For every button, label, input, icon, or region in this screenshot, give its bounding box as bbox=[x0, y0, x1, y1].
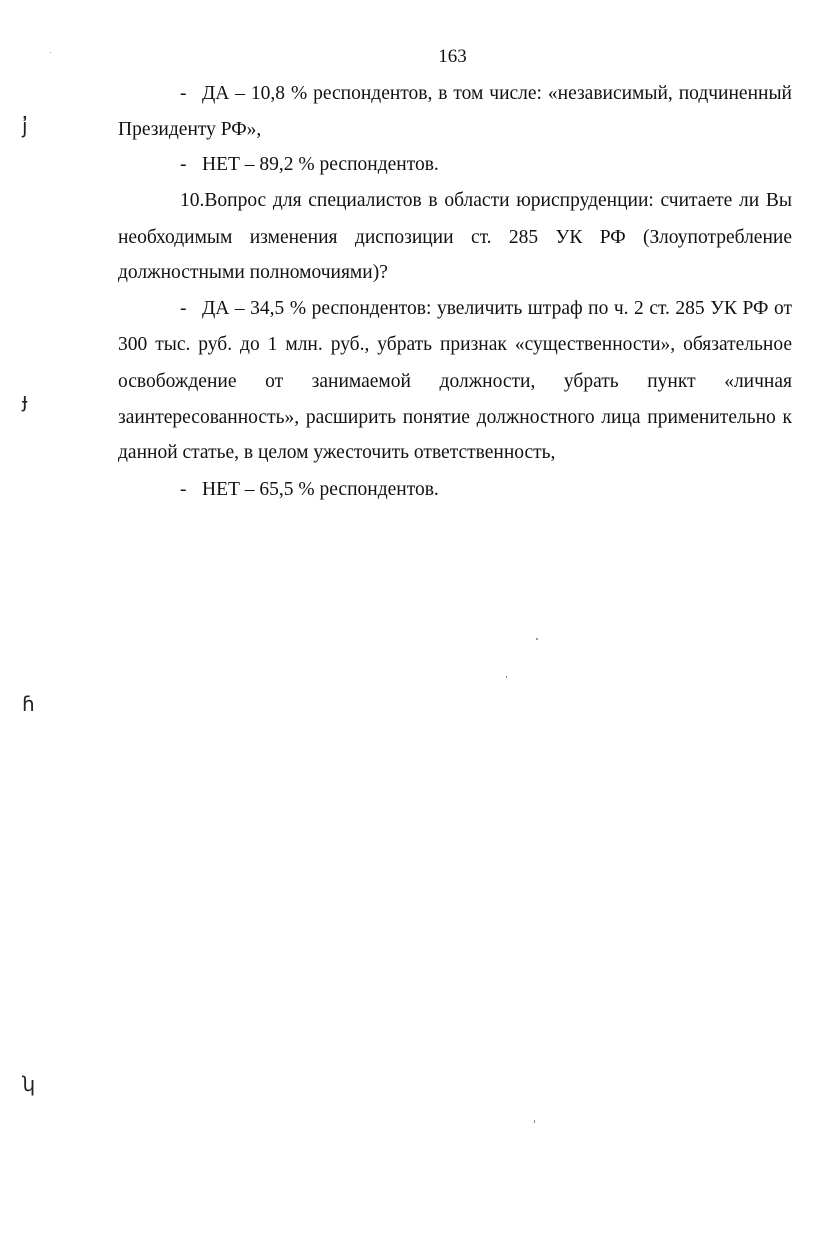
margin-mark: ɟ bbox=[22, 388, 28, 412]
text-line bbox=[180, 297, 792, 321]
margin-mark: ɦ bbox=[22, 692, 35, 716]
bullet-dash: - bbox=[180, 479, 187, 500]
margin-mark: ʮ bbox=[22, 1072, 36, 1096]
scan-speck bbox=[534, 1120, 535, 1123]
bullet-dash: - bbox=[180, 83, 187, 104]
line-text: ДА – 10,8 % респондентов, в том числе: «независимый, подчиненный bbox=[202, 83, 792, 104]
scan-speck bbox=[506, 676, 507, 678]
page-number: 163 bbox=[438, 46, 467, 67]
text-line bbox=[180, 82, 792, 106]
line-text: НЕТ – 89,2 % респондентов. bbox=[202, 154, 439, 175]
text-line: освобождение от занимаемой должности, убрать пункт «личная bbox=[118, 371, 792, 392]
text-line bbox=[180, 153, 792, 177]
text-line: данной статье, в целом ужесточить ответственность, bbox=[118, 442, 556, 463]
text-line: заинтересованность», расширить понятие должностного лица применительно к bbox=[118, 407, 792, 428]
text-line: должностными полномочиями)? bbox=[118, 262, 388, 283]
scan-speck bbox=[536, 638, 538, 640]
text-line bbox=[180, 478, 792, 502]
margin-mark: ȷ̓ bbox=[22, 114, 28, 138]
bullet-dash: - bbox=[180, 154, 187, 175]
text-line: 300 тыс. руб. до 1 млн. руб., убрать признак «существенности», обязательное bbox=[118, 334, 792, 355]
bullet-dash: - bbox=[180, 298, 187, 319]
line-text: НЕТ – 65,5 % респондентов. bbox=[202, 479, 439, 500]
line-text: ДА – 34,5 % респондентов: увеличить штраф по ч. 2 ст. 285 УК РФ от bbox=[202, 298, 792, 319]
scan-speck bbox=[50, 52, 51, 53]
text-line: Президенту РФ», bbox=[118, 119, 262, 140]
text-line: 10.Вопрос для специалистов в области юриспруденции: считаете ли Вы bbox=[180, 190, 792, 211]
text-line: необходимым изменения диспозиции ст. 285 УК РФ (Злоупотребление bbox=[118, 227, 792, 248]
